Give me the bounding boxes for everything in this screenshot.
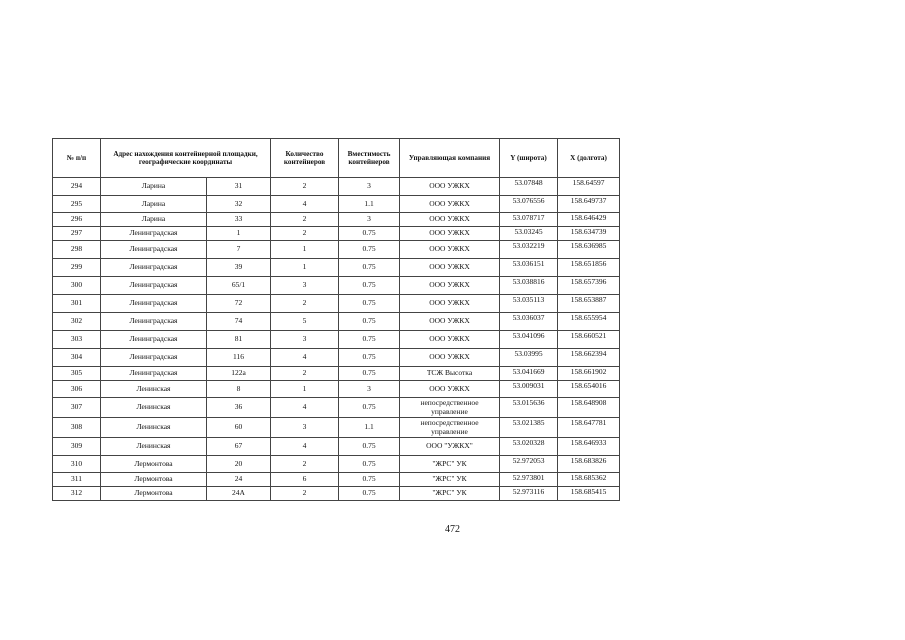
company-cell: непосредственное управление	[400, 398, 500, 418]
street-cell: Ленинградская	[101, 331, 207, 349]
table-row	[53, 295, 620, 313]
latitude-cell: 52.973801	[500, 473, 558, 487]
latitude-cell: 53.032219	[500, 241, 558, 259]
capacity-cell: 0.75	[339, 313, 400, 331]
row-number: 310	[53, 456, 101, 473]
container-sites-table	[52, 138, 620, 501]
count-cell: 4	[271, 196, 339, 213]
capacity-cell: 0.75	[339, 227, 400, 241]
company-cell: ООО УЖКХ	[400, 213, 500, 227]
capacity-cell: 0.75	[339, 277, 400, 295]
company-cell: ООО УЖКХ	[400, 227, 500, 241]
capacity-cell: 1.1	[339, 418, 400, 438]
count-cell: 2	[271, 456, 339, 473]
street-cell: Ларина	[101, 213, 207, 227]
row-number: 309	[53, 438, 101, 456]
company-cell: ООО УЖКХ	[400, 259, 500, 277]
count-cell: 2	[271, 213, 339, 227]
street-cell: Ленинградская	[101, 349, 207, 367]
street-cell: Ленинградская	[101, 259, 207, 277]
document-table-container	[52, 138, 619, 501]
count-cell: 4	[271, 349, 339, 367]
header-num: № п/п	[53, 139, 101, 178]
company-cell: ООО "УЖКХ"	[400, 438, 500, 456]
latitude-cell: 53.021385	[500, 418, 558, 438]
latitude-cell: 52.973116	[500, 487, 558, 501]
longitude-cell: 158.683826	[558, 456, 620, 473]
street-cell: Ленинская	[101, 381, 207, 398]
row-number: 300	[53, 277, 101, 295]
table-body	[53, 178, 620, 501]
house-cell: 81	[207, 331, 271, 349]
house-cell: 8	[207, 381, 271, 398]
street-cell: Лермонтова	[101, 487, 207, 501]
count-cell: 2	[271, 295, 339, 313]
house-cell: 67	[207, 438, 271, 456]
page-number: 472	[445, 524, 460, 535]
capacity-cell: 0.75	[339, 487, 400, 501]
row-number: 311	[53, 473, 101, 487]
street-cell: Ларина	[101, 196, 207, 213]
house-cell: 36	[207, 398, 271, 418]
row-number: 297	[53, 227, 101, 241]
company-cell: ООО УЖКХ	[400, 381, 500, 398]
count-cell: 2	[271, 367, 339, 381]
row-number: 296	[53, 213, 101, 227]
house-cell: 60	[207, 418, 271, 438]
house-cell: 33	[207, 213, 271, 227]
house-cell: 24	[207, 473, 271, 487]
longitude-cell: 158.660521	[558, 331, 620, 349]
house-cell: 32	[207, 196, 271, 213]
latitude-cell: 53.076556	[500, 196, 558, 213]
header-row	[53, 139, 620, 178]
company-cell: "ЖРС" УК	[400, 473, 500, 487]
latitude-cell: 53.036037	[500, 313, 558, 331]
longitude-cell: 158.662394	[558, 349, 620, 367]
company-cell: непосредственное управление	[400, 418, 500, 438]
table-row	[53, 418, 620, 438]
house-cell: 7	[207, 241, 271, 259]
table-row	[53, 349, 620, 367]
house-cell: 116	[207, 349, 271, 367]
company-cell: ООО УЖКХ	[400, 277, 500, 295]
street-cell: Ленинградская	[101, 367, 207, 381]
company-cell: ООО УЖКХ	[400, 196, 500, 213]
company-cell: ООО УЖКХ	[400, 313, 500, 331]
longitude-cell: 158.649737	[558, 196, 620, 213]
longitude-cell: 158.661902	[558, 367, 620, 381]
row-number: 307	[53, 398, 101, 418]
capacity-cell: 0.75	[339, 241, 400, 259]
capacity-cell: 0.75	[339, 259, 400, 277]
count-cell: 1	[271, 259, 339, 277]
company-cell: ООО УЖКХ	[400, 349, 500, 367]
longitude-cell: 158.646933	[558, 438, 620, 456]
row-number: 305	[53, 367, 101, 381]
row-number: 298	[53, 241, 101, 259]
longitude-cell: 158.685415	[558, 487, 620, 501]
count-cell: 3	[271, 418, 339, 438]
house-cell: 24А	[207, 487, 271, 501]
table-row	[53, 313, 620, 331]
longitude-cell: 158.64597	[558, 178, 620, 196]
table-row	[53, 331, 620, 349]
count-cell: 4	[271, 438, 339, 456]
latitude-cell: 52.972053	[500, 456, 558, 473]
count-cell: 4	[271, 398, 339, 418]
table-row	[53, 473, 620, 487]
table-row	[53, 227, 620, 241]
house-cell: 39	[207, 259, 271, 277]
longitude-cell: 158.653887	[558, 295, 620, 313]
latitude-cell: 53.020328	[500, 438, 558, 456]
company-cell: ООО УЖКХ	[400, 241, 500, 259]
longitude-cell: 158.646429	[558, 213, 620, 227]
street-cell: Лермонтова	[101, 473, 207, 487]
street-cell: Ленинградская	[101, 295, 207, 313]
street-cell: Ленинградская	[101, 241, 207, 259]
house-cell: 31	[207, 178, 271, 196]
latitude-cell: 53.03245	[500, 227, 558, 241]
latitude-cell: 53.03995	[500, 349, 558, 367]
street-cell: Ларина	[101, 178, 207, 196]
latitude-cell: 53.078717	[500, 213, 558, 227]
count-cell: 2	[271, 178, 339, 196]
count-cell: 1	[271, 381, 339, 398]
street-cell: Ленинградская	[101, 227, 207, 241]
company-cell: ООО УЖКХ	[400, 331, 500, 349]
row-number: 301	[53, 295, 101, 313]
street-cell: Ленинградская	[101, 313, 207, 331]
table-row	[53, 381, 620, 398]
table-row	[53, 241, 620, 259]
capacity-cell: 0.75	[339, 349, 400, 367]
house-cell: 20	[207, 456, 271, 473]
header-latitude: Y (широта)	[500, 139, 558, 178]
header-capacity: Вместимость контейнеров	[339, 139, 400, 178]
longitude-cell: 158.651856	[558, 259, 620, 277]
row-number: 312	[53, 487, 101, 501]
table-row	[53, 213, 620, 227]
header-company: Управляющая компания	[400, 139, 500, 178]
table-row	[53, 438, 620, 456]
capacity-cell: 0.75	[339, 398, 400, 418]
house-cell: 65/1	[207, 277, 271, 295]
row-number: 299	[53, 259, 101, 277]
header-longitude: X (долгота)	[558, 139, 620, 178]
longitude-cell: 158.654016	[558, 381, 620, 398]
count-cell: 2	[271, 487, 339, 501]
capacity-cell: 3	[339, 178, 400, 196]
longitude-cell: 158.634739	[558, 227, 620, 241]
longitude-cell: 158.636985	[558, 241, 620, 259]
latitude-cell: 53.041096	[500, 331, 558, 349]
street-cell: Ленинградская	[101, 277, 207, 295]
capacity-cell: 0.75	[339, 367, 400, 381]
house-cell: 74	[207, 313, 271, 331]
company-cell: ООО УЖКХ	[400, 178, 500, 196]
company-cell: "ЖРС" УК	[400, 456, 500, 473]
latitude-cell: 53.015636	[500, 398, 558, 418]
street-cell: Ленинская	[101, 418, 207, 438]
house-cell: 1	[207, 227, 271, 241]
street-cell: Лермонтова	[101, 456, 207, 473]
table-row	[53, 456, 620, 473]
latitude-cell: 53.038816	[500, 277, 558, 295]
header-count: Количество контейнеров	[271, 139, 339, 178]
street-cell: Ленинская	[101, 398, 207, 418]
longitude-cell: 158.647781	[558, 418, 620, 438]
count-cell: 1	[271, 241, 339, 259]
table-row	[53, 487, 620, 501]
table-row	[53, 277, 620, 295]
latitude-cell: 53.009031	[500, 381, 558, 398]
latitude-cell: 53.035113	[500, 295, 558, 313]
company-cell: ООО УЖКХ	[400, 295, 500, 313]
capacity-cell: 0.75	[339, 473, 400, 487]
count-cell: 2	[271, 227, 339, 241]
latitude-cell: 53.07848	[500, 178, 558, 196]
capacity-cell: 0.75	[339, 438, 400, 456]
count-cell: 6	[271, 473, 339, 487]
company-cell: ТСЖ Высотка	[400, 367, 500, 381]
capacity-cell: 3	[339, 381, 400, 398]
row-number: 303	[53, 331, 101, 349]
capacity-cell: 0.75	[339, 456, 400, 473]
table-row	[53, 259, 620, 277]
capacity-cell: 0.75	[339, 295, 400, 313]
count-cell: 5	[271, 313, 339, 331]
company-cell: "ЖРС" УК	[400, 487, 500, 501]
longitude-cell: 158.685362	[558, 473, 620, 487]
table-row	[53, 178, 620, 196]
row-number: 306	[53, 381, 101, 398]
latitude-cell: 53.036151	[500, 259, 558, 277]
table-header	[53, 139, 620, 178]
capacity-cell: 1.1	[339, 196, 400, 213]
row-number: 294	[53, 178, 101, 196]
street-cell: Ленинская	[101, 438, 207, 456]
header-address: Адрес нахождения контейнерной площадки, географические координаты	[101, 139, 271, 178]
table-row	[53, 398, 620, 418]
longitude-cell: 158.657396	[558, 277, 620, 295]
count-cell: 3	[271, 277, 339, 295]
capacity-cell: 3	[339, 213, 400, 227]
table-row	[53, 196, 620, 213]
row-number: 308	[53, 418, 101, 438]
house-cell: 72	[207, 295, 271, 313]
capacity-cell: 0.75	[339, 331, 400, 349]
latitude-cell: 53.041669	[500, 367, 558, 381]
row-number: 304	[53, 349, 101, 367]
row-number: 295	[53, 196, 101, 213]
row-number: 302	[53, 313, 101, 331]
longitude-cell: 158.648908	[558, 398, 620, 418]
house-cell: 122а	[207, 367, 271, 381]
table-row	[53, 367, 620, 381]
count-cell: 3	[271, 331, 339, 349]
longitude-cell: 158.655954	[558, 313, 620, 331]
